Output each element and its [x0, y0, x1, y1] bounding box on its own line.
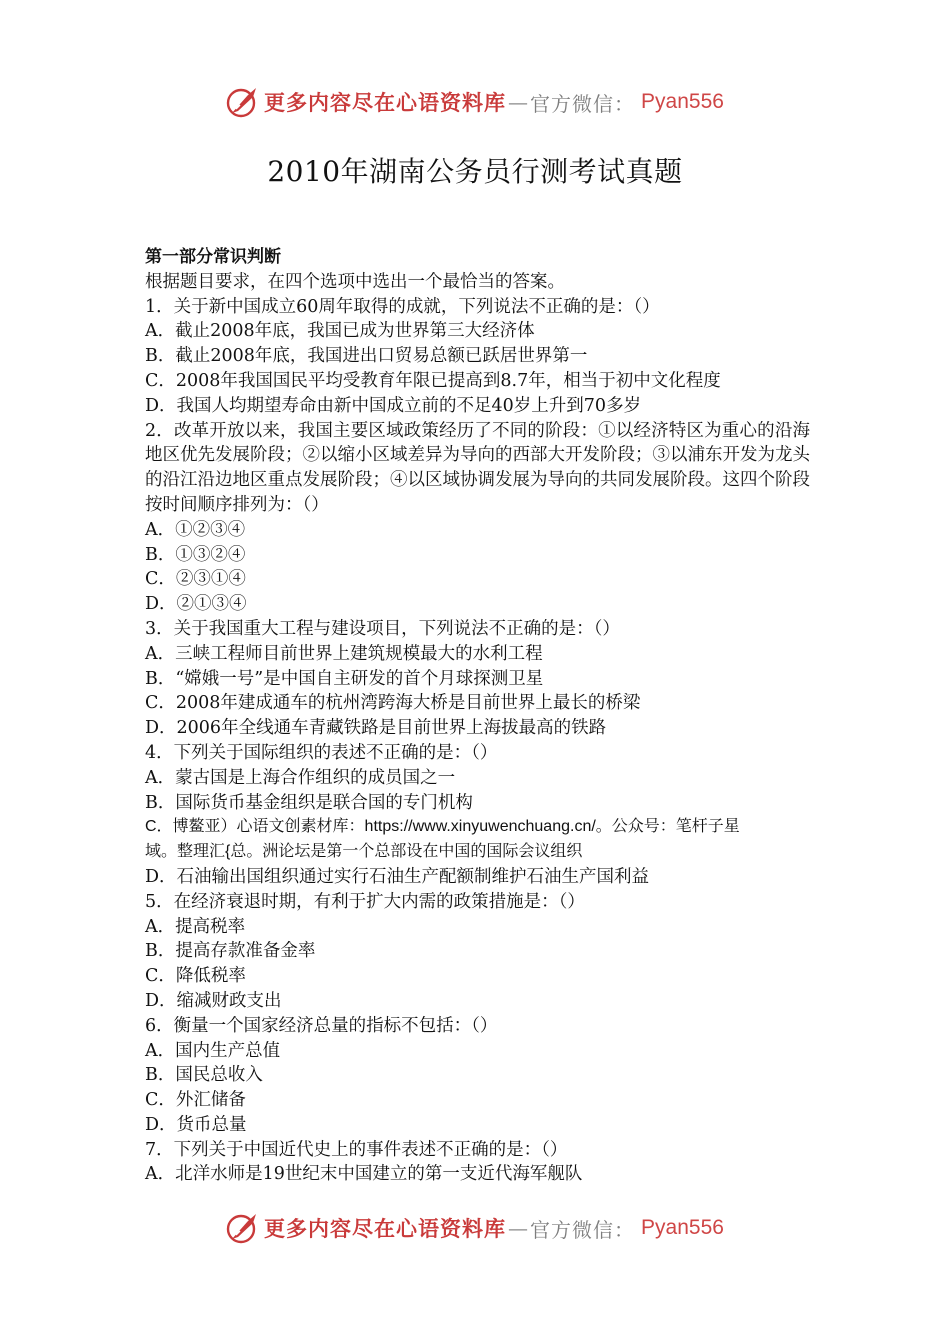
- header-banner: [0, 82, 950, 122]
- footer-banner: [0, 1208, 950, 1248]
- option: B．国民总收入: [145, 1065, 263, 1086]
- option: B．①③②④: [145, 544, 246, 565]
- banner-wechat-id: Pyan556: [641, 1216, 724, 1239]
- option: B．提高存款准备金率: [145, 941, 316, 962]
- document-title: 2010年湖南公务员行测考试真题: [267, 155, 683, 188]
- option: C．2008年建成通车的杭州湾跨海大桥是目前世界上最长的桥梁: [145, 693, 641, 714]
- question-stem: 4．下列关于国际组织的表述不正确的是：（）: [145, 742, 498, 763]
- option: B．国际货币基金组织是联合国的专门机构: [145, 792, 473, 813]
- option: A．①②③④: [145, 519, 246, 540]
- option-garbled: C．博鳌亚）心语文创素材库：https://www.xinyuwenchuang.cn/。公众号：笔杆子星: [145, 818, 740, 836]
- option: B．截止2008年底，我国进出口贸易总额已跃居世界第一: [145, 346, 588, 367]
- question-stem: 7．下列关于中国近代史上的事件表述不正确的是：（）: [145, 1139, 568, 1160]
- option-garbled: 域。整理汇{总。洲论坛是第一个总部设在中国的国际会议组织: [145, 843, 583, 861]
- option: D．②①③④: [145, 594, 247, 615]
- option: D．缩减财政支出: [145, 990, 282, 1011]
- option: A．提高税率: [145, 916, 246, 937]
- option: D．2006年全线通车青藏铁路是目前世界上海拔最高的铁路: [145, 718, 607, 739]
- banner-text: 更多内容尽在心语资料库: [264, 1216, 507, 1241]
- option: D．石油输出国组织通过实行石油生产配额制维护石油生产国利益: [145, 866, 650, 887]
- banner-official: 官方微信：: [530, 1217, 636, 1242]
- option: A．国内生产总值: [145, 1040, 281, 1061]
- question-stem: 3．关于我国重大工程与建设项目，下列说法不正确的是：（）: [145, 618, 620, 639]
- question-stem: 2．改革开放以来，我国主要区域政策经历了不同的阶段：①以经济特区为重心的沿海地区优先发展阶段；②以缩小区域差异为导向的西部大开发阶段；③以浦东开发为龙头的沿江沿边地区重点发展阶段；④以区域协调发展为导向的共同发展阶段。这四个阶段按时间顺序排列为：（）: [145, 420, 810, 515]
- option: A．北洋水师是19世纪末中国建立的第一支近代海军舰队: [145, 1164, 583, 1185]
- option: A．三峡工程师目前世界上建筑规模最大的水利工程: [145, 643, 543, 664]
- option: C．降低税率: [145, 966, 246, 987]
- option: C．外汇储备: [145, 1090, 246, 1111]
- banner-dash: —: [508, 90, 529, 114]
- option: C．②③①④: [145, 569, 246, 590]
- option: A．截止2008年底，我国已成为世界第三大经济体: [145, 321, 535, 342]
- option: A．蒙古国是上海合作组织的成员国之一: [145, 767, 456, 788]
- question-stem: 5．在经济衰退时期，有利于扩大内需的政策措施是：（）: [145, 891, 585, 912]
- option: B．“嫦娥一号”是中国自主研发的首个月球探测卫星: [145, 668, 544, 689]
- banner-wechat-id: Pyan556: [641, 90, 724, 113]
- question-stem: 1．关于新中国成立60周年取得的成就，下列说法不正确的是：（）: [145, 296, 660, 317]
- banner-official: 官方微信：: [530, 91, 636, 116]
- quill-logo-icon: [226, 85, 260, 119]
- option: C．2008年我国国民平均受教育年限已提高到8.7年，相当于初中文化程度: [145, 370, 721, 391]
- instruction: 根据题目要求，在四个选项中选出一个最恰当的答案。: [145, 271, 565, 292]
- document-body: [145, 245, 810, 1187]
- question-stem: 6．衡量一个国家经济总量的指标不包括：（）: [145, 1015, 498, 1036]
- banner-dash: —: [508, 1216, 529, 1240]
- banner-text: 更多内容尽在心语资料库: [264, 90, 507, 115]
- quill-logo-icon: [226, 1211, 260, 1245]
- option: D．货币总量: [145, 1114, 247, 1135]
- section-heading: 第一部分常识判断: [145, 247, 281, 267]
- option: D．我国人均期望寿命由新中国成立前的不足40岁上升到70多岁: [145, 395, 642, 416]
